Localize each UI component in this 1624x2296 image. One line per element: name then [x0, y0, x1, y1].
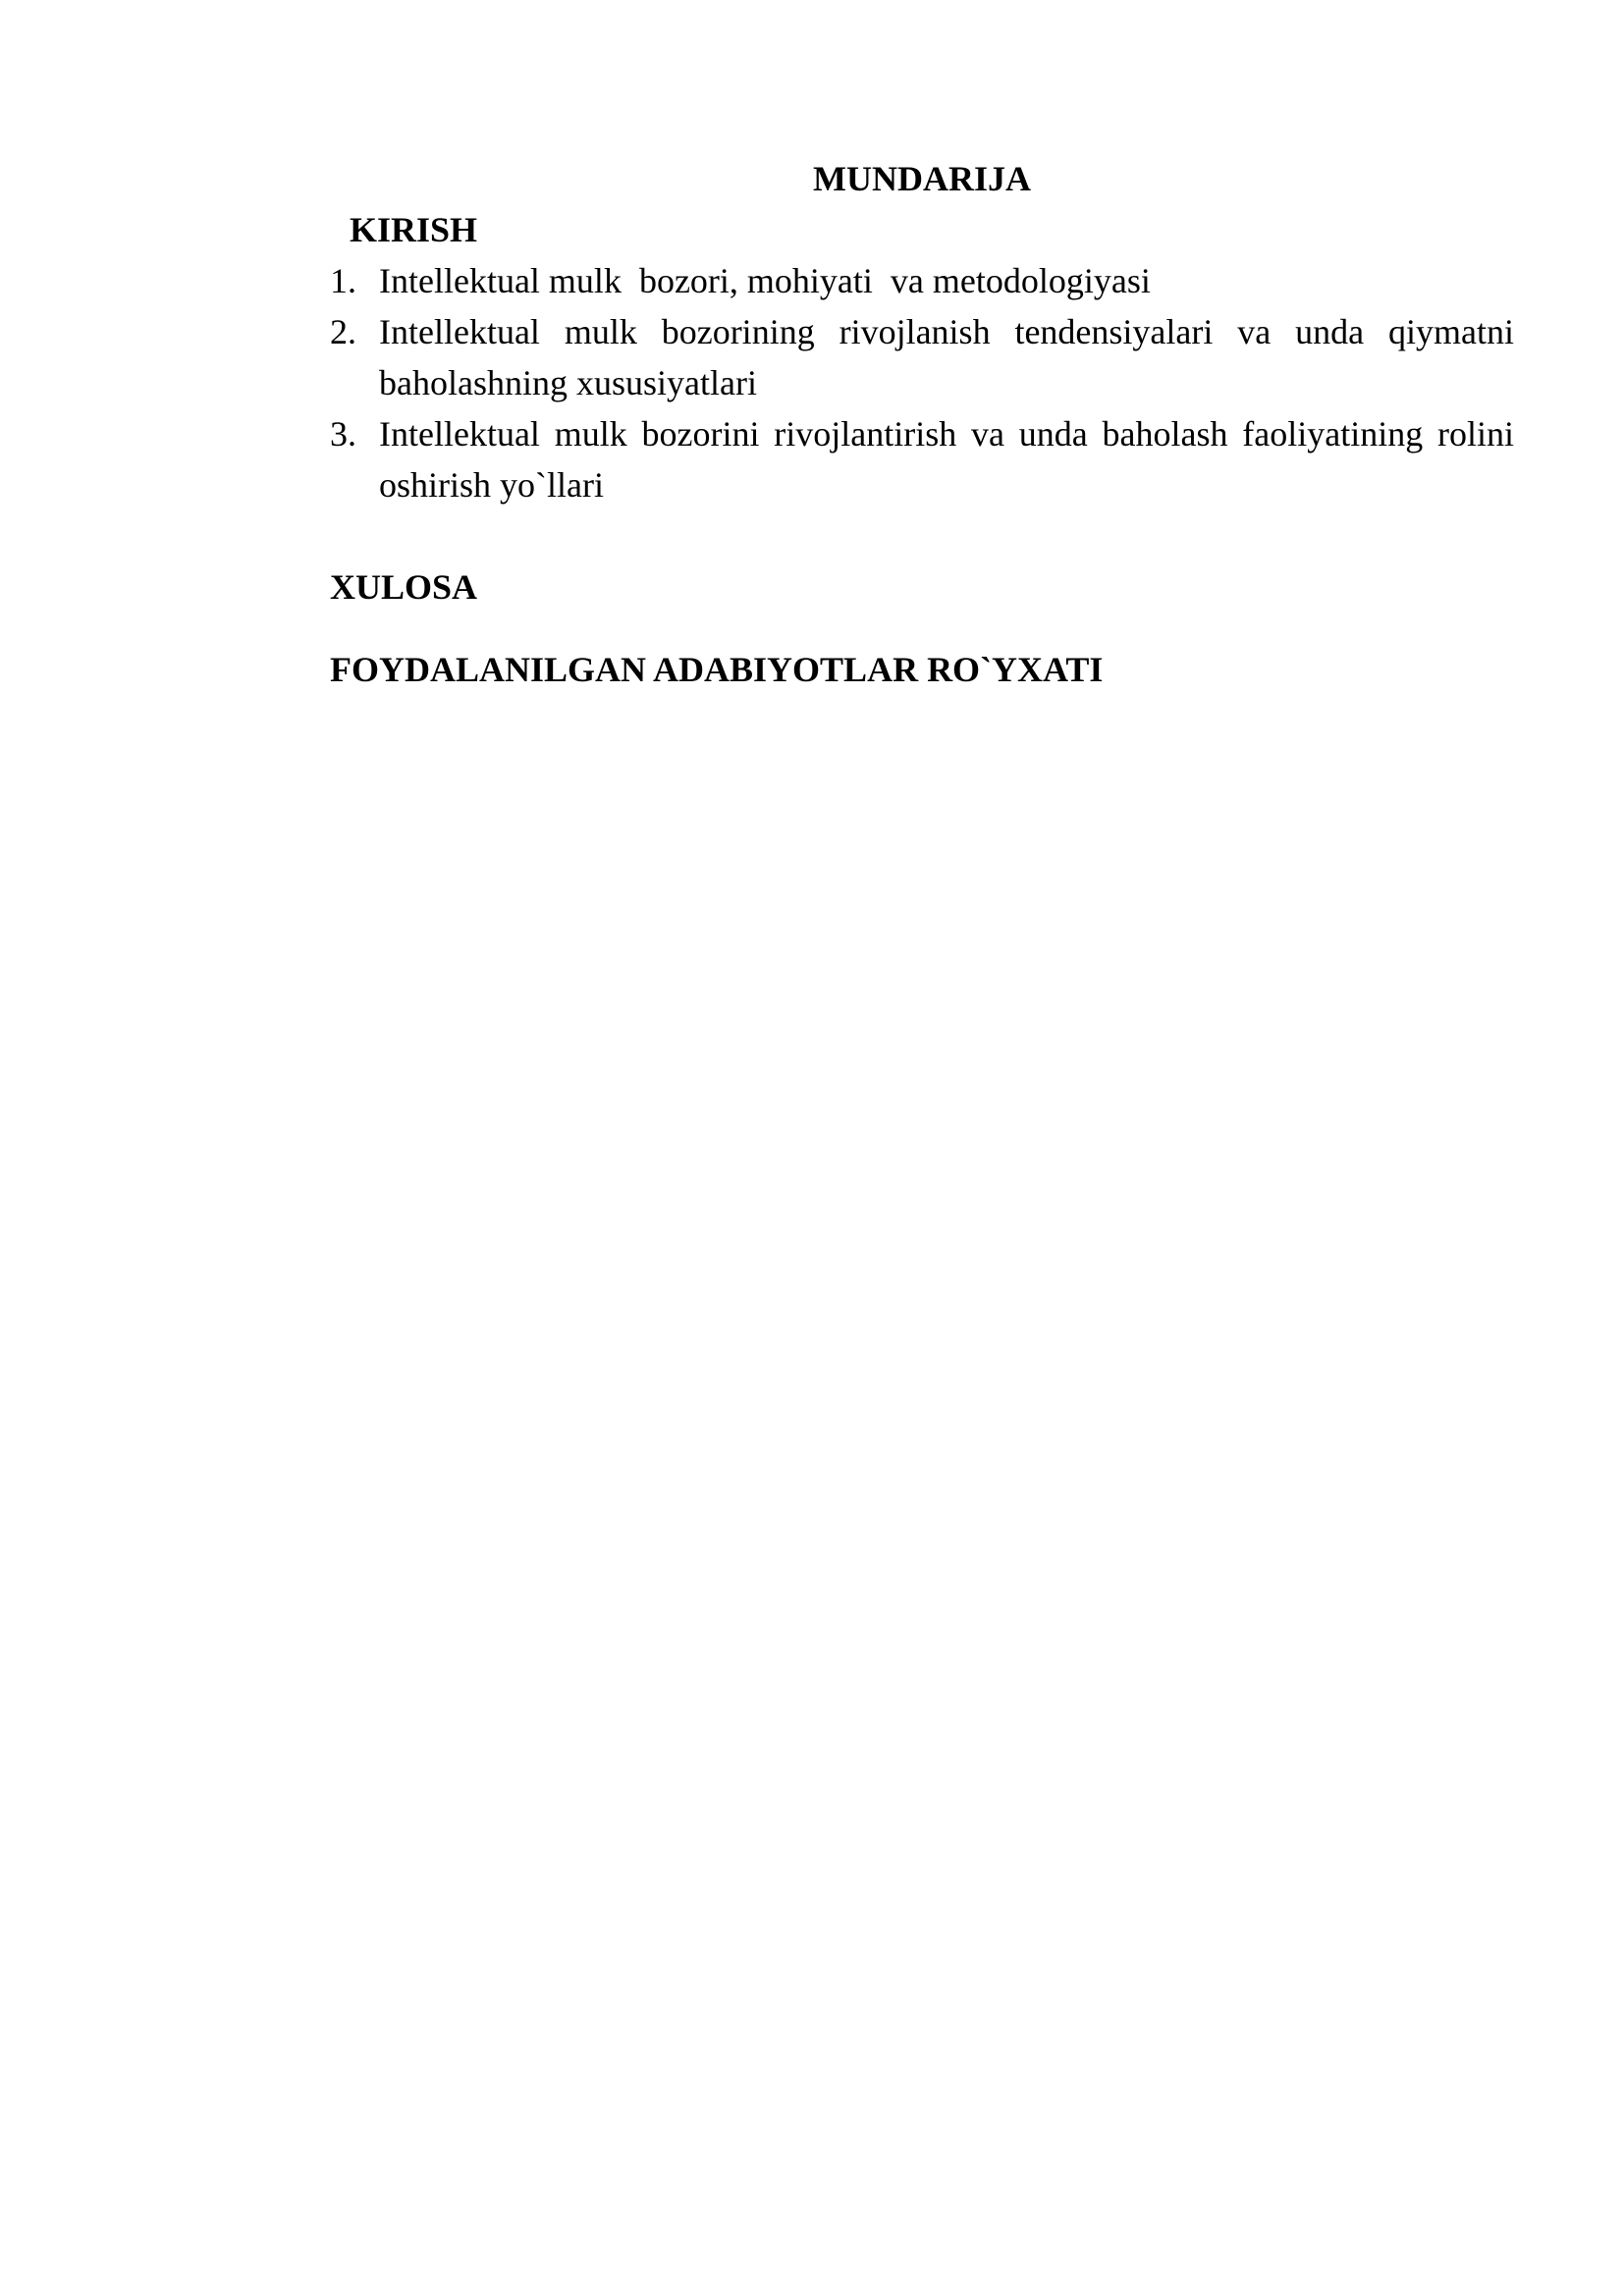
toc-item-1	[330, 255, 1514, 306]
toc-item-number: 1.	[330, 261, 356, 300]
toc-item-number: 3.	[330, 414, 356, 454]
toc-item-number: 2.	[330, 312, 356, 351]
toc-references: FOYDALANILGAN ADABIYOTLAR RO`YXATI	[330, 650, 1104, 689]
toc-list	[330, 255, 1514, 510]
toc-item-text: Intellektual mulk bozori, mohiyati va metodologiyasi	[379, 261, 1151, 300]
table-of-contents	[330, 153, 1514, 695]
toc-item-text: Intellektual mulk bozorining rivojlanish tendensiyalari va unda qiymatni baholashning xususiyatlari	[379, 312, 1514, 402]
toc-title: MUNDARIJA	[813, 159, 1031, 198]
toc-item-text: Intellektual mulk bozorini rivojlantirish va unda baholash faoliyatining rolini oshirish yo`llari	[379, 414, 1514, 505]
toc-item-3	[330, 408, 1514, 510]
toc-conclusion: XULOSA	[330, 567, 478, 607]
toc-intro: KIRISH	[350, 210, 478, 249]
toc-item-2	[330, 306, 1514, 408]
